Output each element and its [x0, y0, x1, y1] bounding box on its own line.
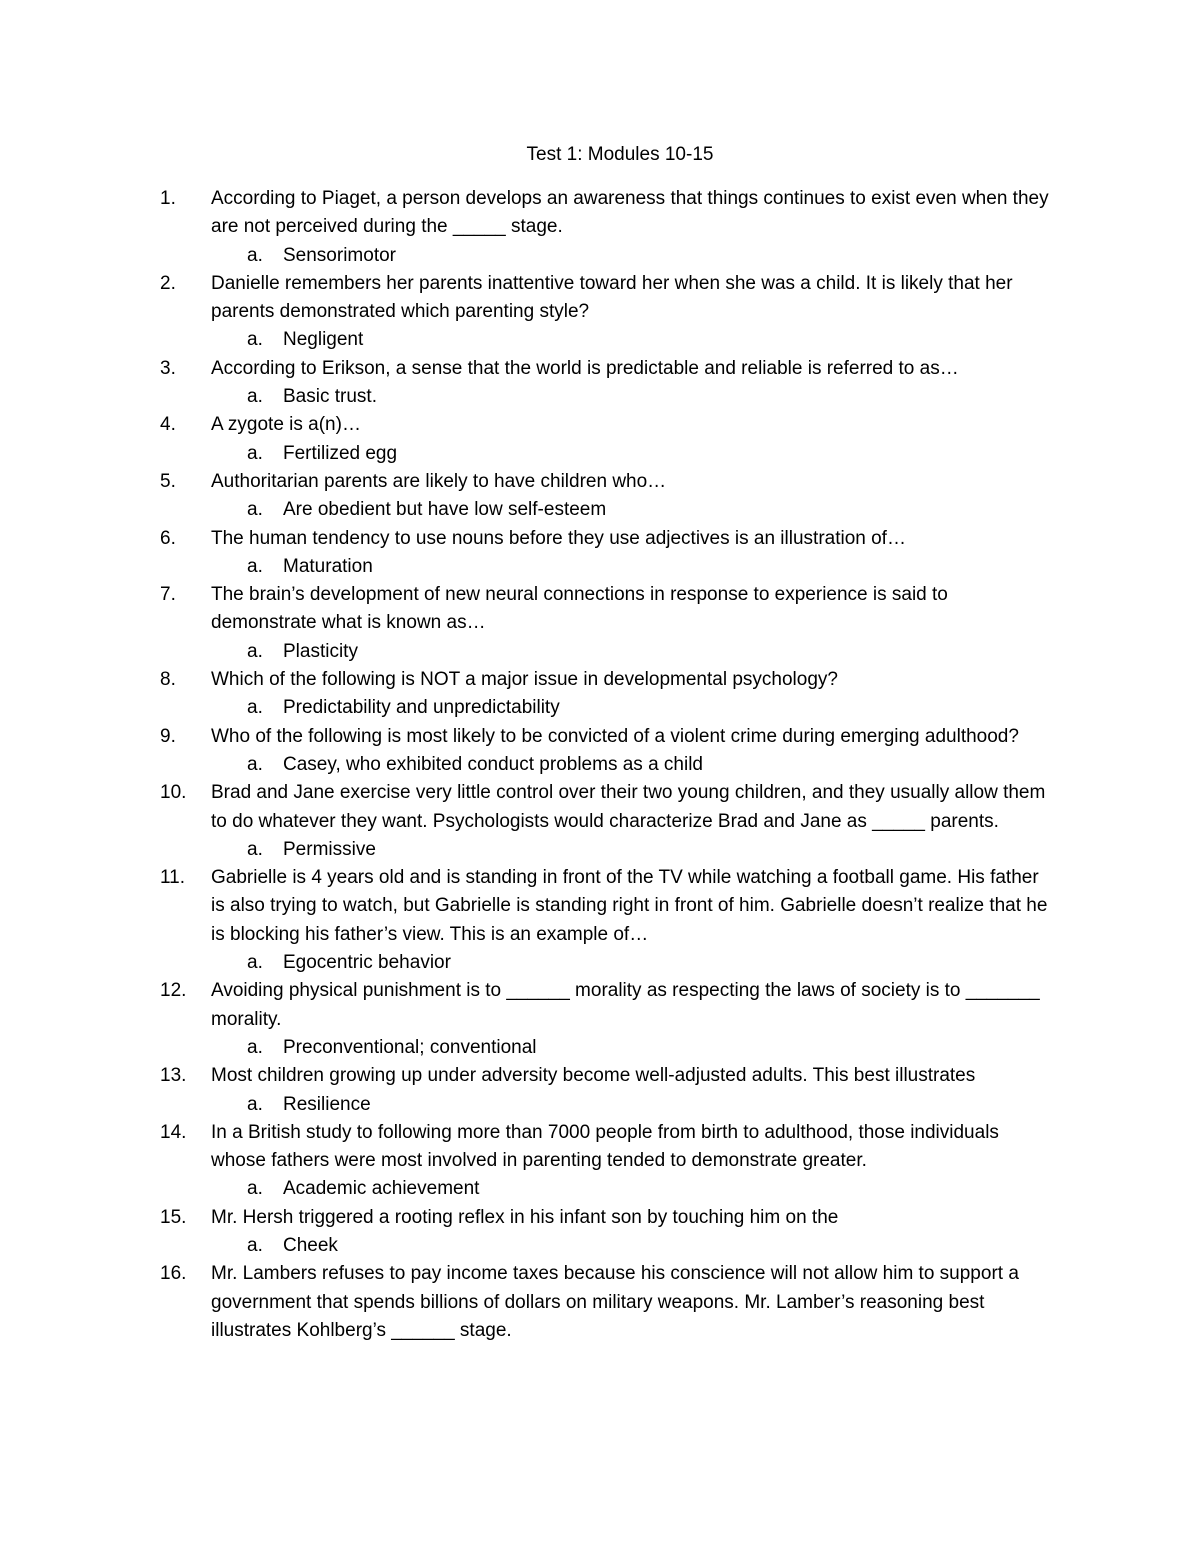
answer-text: Negligent	[283, 329, 364, 351]
question-text: The human tendency to use nouns before they use adjectives is an illustration of…	[211, 527, 906, 549]
question-item	[0, 355, 1200, 412]
question-number: 11.	[160, 867, 186, 889]
question-number: 6.	[160, 527, 176, 549]
question-number: 5.	[160, 470, 176, 492]
answer-text: Preconventional; conventional	[283, 1036, 537, 1058]
answer-option	[0, 326, 1200, 354]
answer-letter: a.	[247, 1036, 263, 1058]
answer-letter: a.	[247, 753, 263, 775]
answer-letter: a.	[247, 697, 263, 719]
answer-letter: a.	[247, 952, 263, 974]
question-item	[0, 1062, 1200, 1119]
question-text: Danielle remembers her parents inattentive toward her when she was a child. It is likely that her parents demonstrated which parenting style?	[211, 272, 1013, 323]
answer-letter: a.	[247, 555, 263, 577]
answer-text: Permissive	[283, 838, 376, 860]
answer-letter: a.	[247, 329, 263, 351]
answer-text: Maturation	[283, 555, 373, 577]
answer-text: Basic trust.	[283, 386, 377, 408]
answer-option	[0, 836, 1200, 864]
answer-option	[0, 1091, 1200, 1119]
question-item	[0, 1204, 1200, 1261]
question-number: 4.	[160, 414, 176, 436]
answer-option	[0, 1232, 1200, 1260]
answer-option	[0, 949, 1200, 977]
question-item	[0, 1119, 1200, 1204]
question-item	[0, 666, 1200, 723]
question-item	[0, 723, 1200, 780]
answer-letter: a.	[247, 386, 263, 408]
answer-option	[0, 383, 1200, 411]
question-number: 14.	[160, 1121, 187, 1143]
question-text: Gabrielle is 4 years old and is standing in front of the TV while watching a football game. His father is also trying to watch, but Gabrielle is standing right in front of him. Gabrielle doesn’t realize that he is blocking his father’s view. This is an example of…	[211, 867, 1048, 945]
question-number: 10.	[160, 782, 187, 804]
question-number: 8.	[160, 669, 176, 691]
answer-text: Predictability and unpredictability	[283, 697, 560, 719]
answer-letter: a.	[247, 1234, 263, 1256]
question-item	[0, 525, 1200, 582]
answer-option	[0, 694, 1200, 722]
question-text: In a British study to following more than 7000 people from birth to adulthood, those individuals whose fathers were most involved in parenting tended to demonstrate greater.	[211, 1121, 999, 1172]
question-text: A zygote is a(n)…	[211, 414, 361, 436]
question-text: Mr. Lambers refuses to pay income taxes because his conscience will not allow him to support a government that spends billions of dollars on military weapons. Mr. Lamber’s reasoning best illustrates Kohlberg’s ______ stage.	[211, 1263, 1019, 1341]
question-text: Which of the following is NOT a major issue in developmental psychology?	[211, 669, 838, 691]
question-number: 12.	[160, 980, 187, 1002]
question-item	[0, 411, 1200, 468]
answer-letter: a.	[247, 838, 263, 860]
answer-option	[0, 553, 1200, 581]
question-item	[0, 779, 1200, 864]
question-number: 9.	[160, 725, 176, 747]
question-item	[0, 185, 1200, 270]
answer-text: Resilience	[283, 1093, 371, 1115]
page-title: Test 1: Modules 10-15	[526, 144, 714, 165]
answer-text: Cheek	[283, 1234, 338, 1256]
answer-text: Are obedient but have low self-esteem	[283, 499, 607, 521]
question-text: According to Piaget, a person develops an awareness that things continues to exist even when they are not perceived during the _____ stage.	[211, 188, 1049, 238]
answer-option	[0, 751, 1200, 779]
answer-text: Egocentric behavior	[283, 952, 451, 974]
question-item	[0, 1260, 1200, 1345]
answer-text: Casey, who exhibited conduct problems as a child	[283, 753, 703, 775]
question-text: Avoiding physical punishment is to ______ morality as respecting the laws of society is to _______ morality.	[211, 980, 1040, 1030]
question-item	[0, 468, 1200, 525]
question-text: The brain’s development of new neural connections in response to experience is said to demonstrate what is known as…	[211, 584, 948, 634]
question-item	[0, 270, 1200, 355]
answer-text: Plasticity	[283, 640, 358, 662]
question-number: 16.	[160, 1263, 187, 1285]
answer-letter: a.	[247, 442, 263, 464]
question-number: 3.	[160, 357, 176, 379]
question-item	[0, 977, 1200, 1062]
answer-option	[0, 1175, 1200, 1203]
answer-letter: a.	[247, 499, 263, 521]
answer-text: Academic achievement	[283, 1178, 480, 1200]
answer-letter: a.	[247, 1093, 263, 1115]
question-list	[0, 185, 1200, 1345]
question-text: Who of the following is most likely to be convicted of a violent crime during emerging adulthood?	[211, 725, 1019, 747]
question-number: 13.	[160, 1065, 187, 1087]
question-text: According to Erikson, a sense that the world is predictable and reliable is referred to as…	[211, 357, 959, 379]
question-item	[0, 864, 1200, 977]
answer-option	[0, 440, 1200, 468]
answer-letter: a.	[247, 640, 263, 662]
question-number: 2.	[160, 272, 176, 294]
question-number: 1.	[160, 188, 176, 209]
answer-text: Sensorimotor	[283, 244, 396, 266]
answer-option	[0, 1034, 1200, 1062]
question-number: 15.	[160, 1206, 187, 1228]
question-number: 7.	[160, 584, 176, 606]
answer-option	[0, 638, 1200, 666]
answer-option	[0, 242, 1200, 270]
answer-text: Fertilized egg	[283, 442, 398, 464]
question-text: Mr. Hersh triggered a rooting reflex in his infant son by touching him on the	[211, 1206, 839, 1228]
answer-letter: a.	[247, 244, 263, 266]
question-text: Brad and Jane exercise very little control over their two young children, and they usually allow them to do whatever they want. Psychologists would characterize Brad and Jane as _____ parents.	[211, 782, 1046, 832]
question-item	[0, 581, 1200, 666]
answer-option	[0, 496, 1200, 524]
question-text: Authoritarian parents are likely to have children who…	[211, 470, 667, 492]
question-text: Most children growing up under adversity become well-adjusted adults. This best illustrates	[211, 1065, 976, 1087]
answer-letter: a.	[247, 1178, 263, 1200]
